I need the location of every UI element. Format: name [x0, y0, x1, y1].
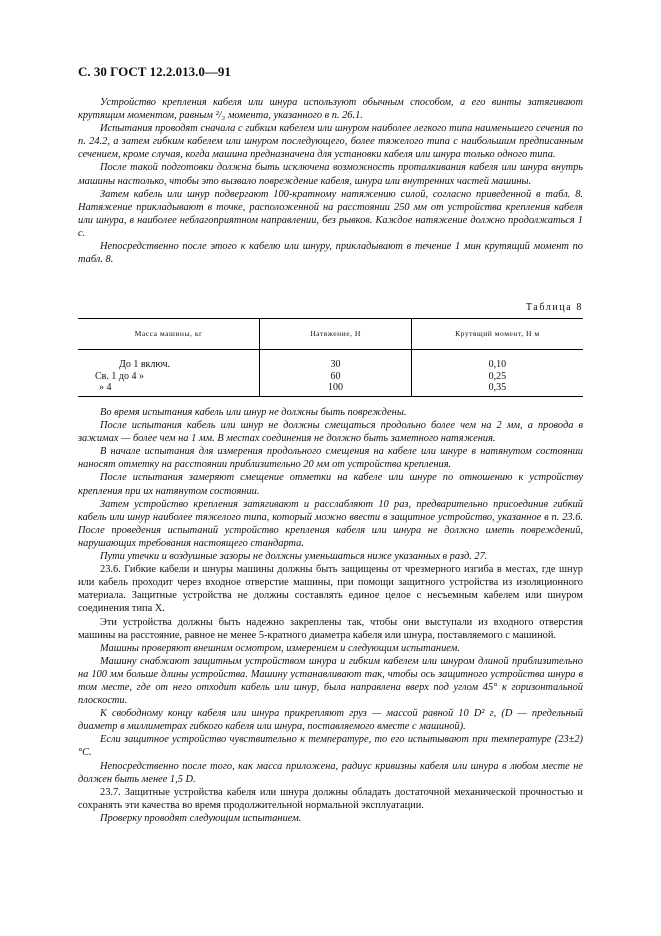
paragraph: Затем устройство крепления затягивают и расслабляют 10 раз, предварительно присоединив гибкий кабель или шнур наиболее тяжелого типа, который можно ввести в защитное устройство, указанное в п. 23.6. После проведения испытаний устройство крепления кабеля или шнура не должно иметь повреждений, нарушающих требования настоящего стандарта. — [78, 498, 583, 549]
mass-value: » 4 — [99, 382, 112, 393]
tension-value: 30 — [330, 359, 341, 370]
col-header-tension: Натяжение, Н — [260, 319, 412, 350]
torque-cell — [411, 350, 583, 397]
paragraph: К свободному концу кабеля или шнура прикрепляют груз — массой равной 10 D² г, (D — предельный диаметр в миллиметрах гибкого кабеля или шнура, поставляемого вместе с машиной). — [78, 708, 583, 733]
paragraph: После испытания замеряют смещение отметки на кабеле или шнуре по отношению к устройству крепления при их натянутом состоянии. — [78, 472, 583, 497]
torque-value: 0,25 — [488, 370, 507, 382]
paragraph: 23.7. Защитные устройства кабеля или шнура должны обладать достаточной механической прочностью и сохранять эти качества во время продолжительной нормальной эксплуатации. — [78, 786, 583, 811]
paragraph: Во время испытания кабель или шнур не должны быть повреждены. — [100, 407, 407, 418]
paragraph: Непосредственно после того, как масса приложена, радиус кривизны кабеля или шнура в любом месте не должен быть менее 1,5 D. — [78, 760, 583, 785]
torque-value: 0,35 — [488, 382, 507, 393]
tension-value: 100 — [328, 382, 344, 393]
page-header: С. 30 ГОСТ 12.2.013.0—91 — [78, 64, 231, 79]
bottom-text-block — [78, 406, 583, 825]
tension-value: 60 — [330, 370, 341, 382]
paragraph: Эти устройства должны быть надежно закреплены так, чтобы они выступали из входного отверстия машины на расстояние, равное не менее 5-кратного диаметра кабеля или шнура, поставляемого с машиной. — [78, 616, 583, 641]
paragraph: Непосредственно после этого к кабелю или шнуру, прикладывают в течение 1 мин крутящий момент по табл. 8. — [78, 241, 583, 266]
paragraph: После испытания кабель или шнур не должны смещаться продольно более чем на 2 мм, а провода в зажимах — более чем на 1 мм. В местах соединения не должно быть заметного натяжения. — [78, 420, 583, 445]
mass-value: Св. 1 до 4 » — [95, 370, 144, 382]
paragraph: Машины проверяют внешним осмотром, измерением и следующим испытанием. — [100, 642, 460, 654]
tension-cell — [260, 350, 412, 397]
top-text-block — [78, 96, 583, 266]
col-header-mass: Масса машины, кг — [78, 319, 260, 350]
mass-value: До 1 включ. — [119, 359, 171, 370]
mass-cell — [78, 350, 260, 397]
table-8 — [78, 318, 583, 397]
paragraph: Устройство крепления кабеля или шнура используют обычным способом, а его винты затягивают крутящим моментом, равным ²/₃ момента, указанного в п. 26.1. — [78, 97, 583, 122]
paragraph: Испытания проводят сначала с гибким кабелем или шнуром наиболее легкого типа наименьшего сечения по п. 24.2, а затем гибким кабелем или шнуром последующего, более тяжелого типа с наибольшим предписанным сечением, кроме случая, когда машина предназначена для установки кабеля или шнура только одного типа. — [78, 123, 583, 161]
paragraph: Машину снабжают защитным устройством шнура и гибким кабелем или шнуром длиной приблизительно на 100 мм больше длины устройства. Машину устанавливают так, чтобы ось защитного устройства шнура в том месте, где от него отходит кабель или шнур, была направлена вверх под углом 45° к горизонтальной плоскости. — [78, 655, 583, 707]
torque-value: 0,10 — [488, 359, 507, 370]
paragraph: После такой подготовки должна быть исключена возможность проталкивания кабеля или шнура внутрь машины настолько, чтобы это вызвало повреждение кабеля, шнура или внутренних частей машины. — [78, 162, 583, 187]
paragraph: В начале испытания для измерения продольного смещения на кабеле или шнуре в натянутом состоянии наносят отметку на расстоянии приблизительно 20 мм от устройства крепления. — [78, 446, 583, 471]
paragraph: Затем кабель или шнур подвергают 100-кратному натяжению силой, согласно приведенной в табл. 8. Натяжение прикладывают в точке, расположенной на расстоянии 250 мм от устройства крепления кабеля или шнура, в наиболее неблагоприятном направлении, без рывков. Каждое натяжение должно продолжаться 1 с. — [78, 188, 583, 239]
paragraph: Если защитное устройство чувствительно к температуре, то его испытывают при температуре (23±2) °С. — [78, 734, 583, 759]
paragraph: Пути утечки и воздушные зазоры не должны уменьшаться ниже указанных в разд. 27. — [100, 551, 488, 563]
col-header-torque: Крутящий момент, Н м — [411, 319, 583, 350]
paragraph: 23.6. Гибкие кабели и шнуры машины должны быть защищены от чрезмерного изгиба в местах, где шнур или кабель проходит через входное отверстие машины, при помощи защитного устройства из изоляционного материала. Защитные устройства не должны составлять единое целое с несъемным кабелем или шнуром соединения типа X. — [78, 564, 583, 615]
table-caption: Таблица 8 — [525, 302, 583, 313]
paragraph: Проверку проводят следующим испытанием. — [100, 812, 302, 824]
